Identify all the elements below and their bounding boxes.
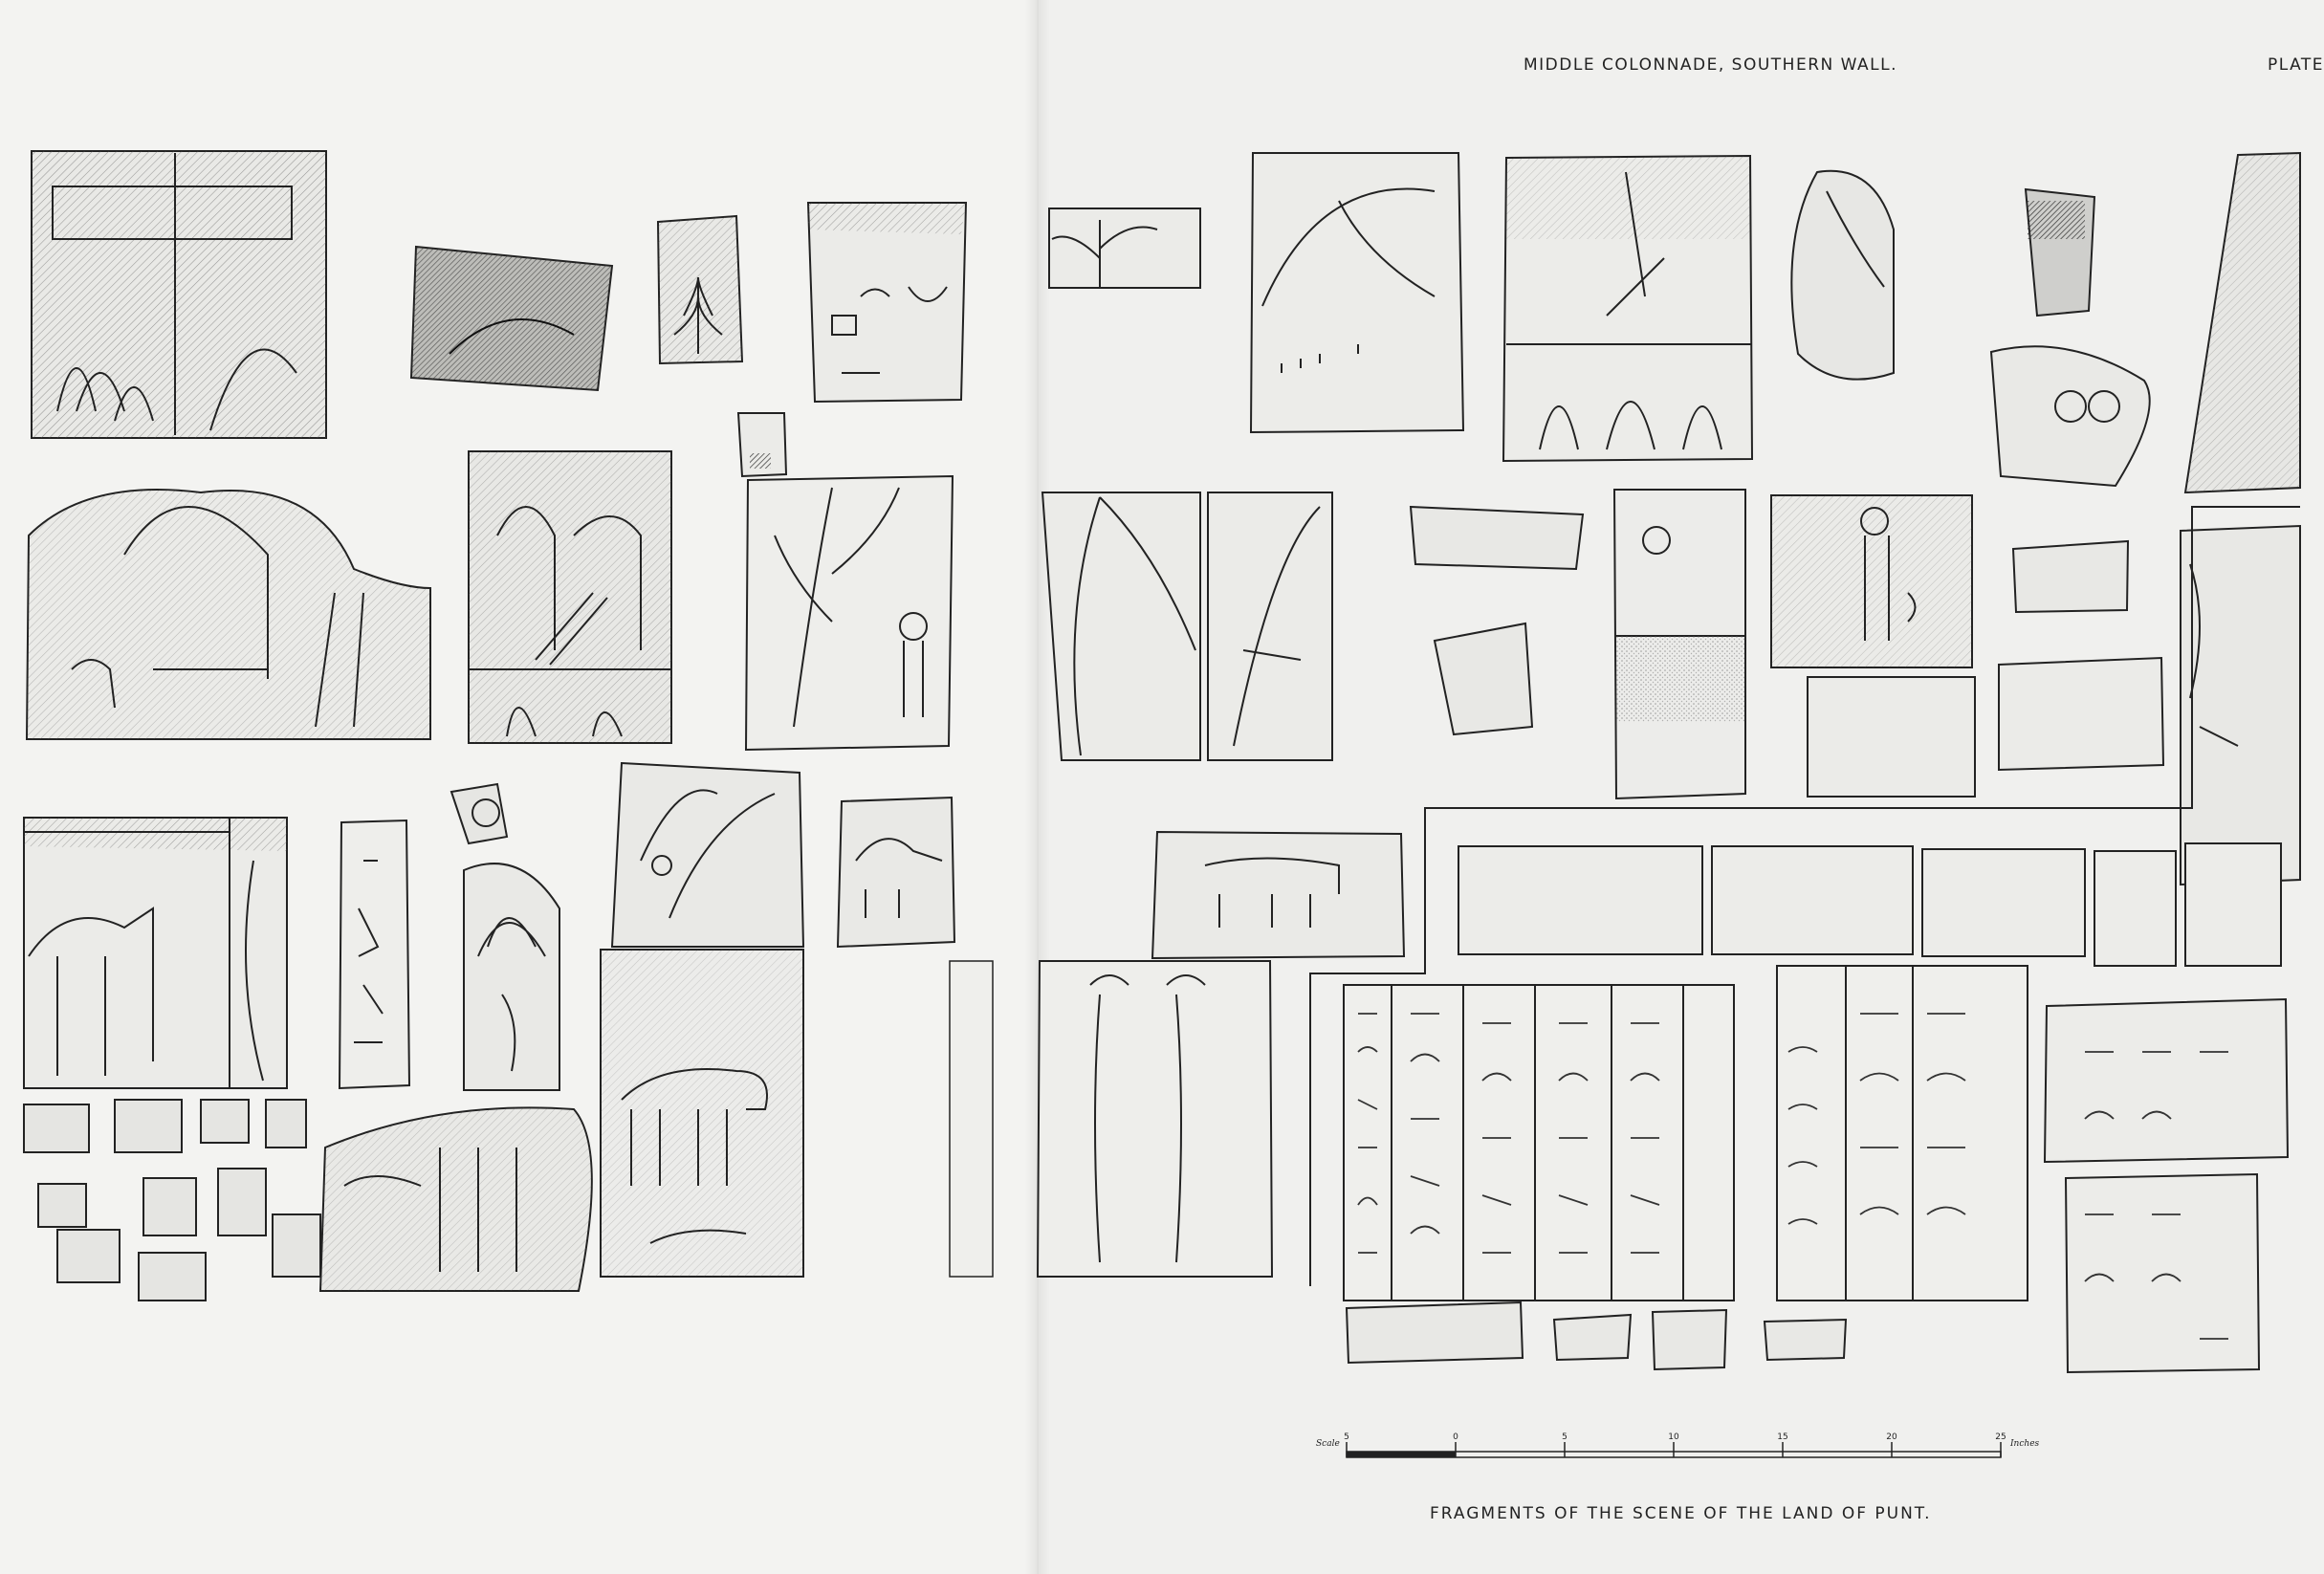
fragment-animal-walking [1152,832,1404,958]
fragment-cattle-panel [601,950,803,1277]
fragment-giraffe-panel [24,818,287,1088]
plate-title: MIDDLE COLONNADE, SOUTHERN WALL. [1524,55,1897,75]
fragment-tree-with-man [746,476,953,750]
scale-tick-label: 25 [1995,1432,2006,1442]
scale-tick-label: 0 [1453,1432,1458,1442]
scale-unit-label: Inches [2010,1439,2040,1449]
fragment-glyph-bits [1411,507,1583,734]
fragment-small-dark-piece [2026,189,2094,316]
fragment-monkey-tree [612,763,803,947]
fragment-corner-small [738,413,786,476]
plate-caption: FRAGMENTS OF THE SCENE OF THE LAND OF PUNT. [1430,1504,1932,1523]
scale-tick-label: 20 [1886,1432,1897,1442]
fragment-glyph-column [340,820,409,1088]
scale-tick-label: 5 [1344,1432,1349,1442]
plate-number-label: PLATE [2268,55,2324,75]
fragment-animal-right [838,798,954,947]
fragment-fan-palm [464,864,559,1090]
fragment-two-heads [1991,346,2150,486]
fragment-hieroglyph-panel-2 [1777,966,2028,1301]
fragment-dog-scene [27,490,430,739]
fragment-tall-strip [950,961,993,1277]
fragment-man-with-pot [1771,495,1975,797]
fragment-ladder-scene [469,451,671,743]
scale-start-label: Scale [1316,1439,1340,1449]
fragment-dark-slab [411,247,612,390]
scale-tick-label: 15 [1777,1432,1788,1442]
fragment-men-carrying [1503,156,1752,461]
fragment-incense-tree [1251,153,1463,432]
scale-tick-label: 5 [1562,1432,1568,1442]
fragment-right-mid [1999,526,2300,885]
fragment-procession-slab [320,1107,592,1291]
fragment-pot-column [1614,490,1745,798]
fragment-palms-bottom-left [1038,961,1272,1277]
fragment-head-small [451,784,507,843]
fragment-hut-and-palms [32,151,326,438]
fragment-tree-top [1049,208,1200,288]
fragment-left-tree-pair [1042,492,1332,760]
fragment-small-palm [658,216,742,363]
fragment-oval-figure [1791,171,1894,380]
fragment-bottom-row [1347,1302,1846,1369]
fragment-edge-right [2185,153,2300,492]
fragment-small-pieces [24,1100,320,1301]
fragment-hieroglyph-panel [1344,985,1734,1301]
fragment-inscription-strips [1458,843,2281,966]
fragment-glyphs-right [2045,999,2288,1372]
scale-tick-label: 10 [1668,1432,1679,1442]
scale-bar [1316,1432,2040,1457]
fragment-bird-glyphs [808,203,966,402]
